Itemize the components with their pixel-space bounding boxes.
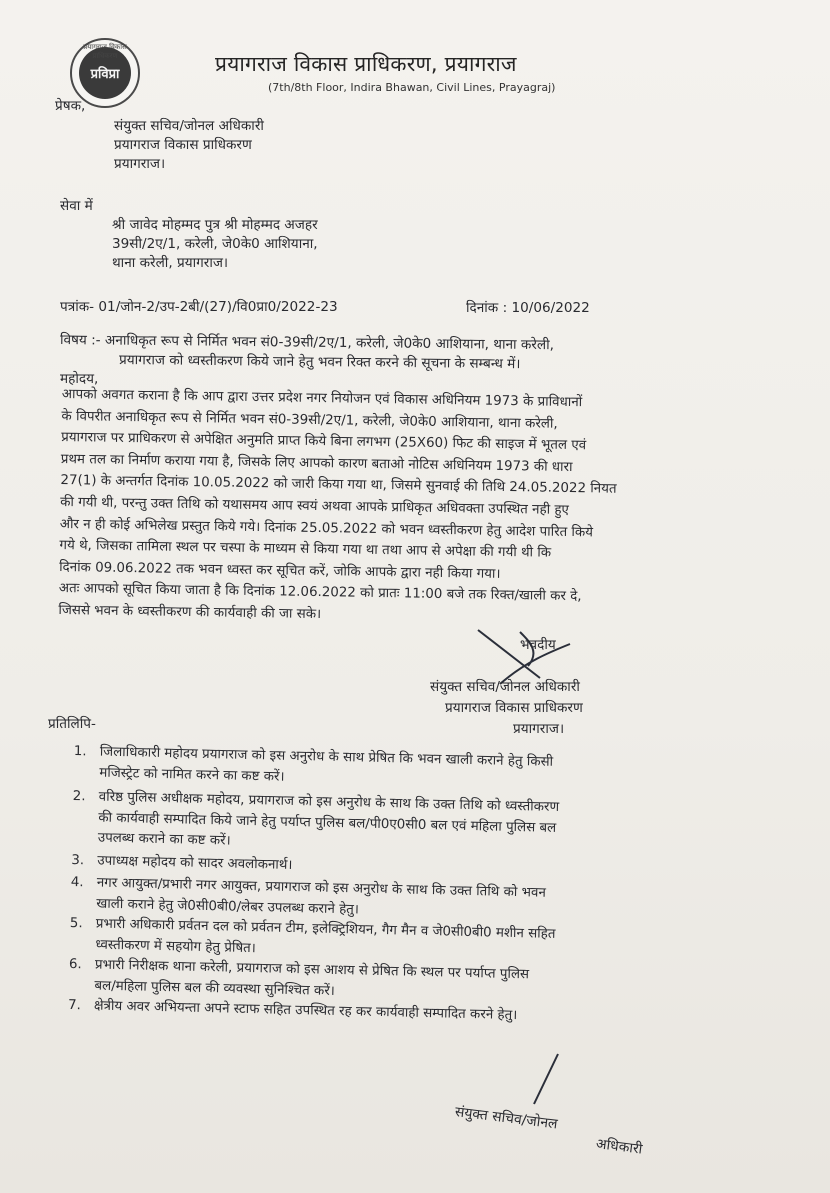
- body-line: की गयी थी, परन्तु उक्त तिथि को यथासमय आप स्वयं अथवा आपके प्राधिकृत अधिवक्ता उपस्थित नही हुए: [60, 494, 570, 518]
- item-line: उपाध्यक्ष महोदय को सादर अवलोकनार्थ।: [97, 853, 293, 873]
- item-number: 3.: [71, 852, 85, 868]
- signatory-line: संयुक्त सचिव/जोनल अधिकारी: [430, 679, 580, 695]
- subject-line: प्रयागराज को ध्वस्तीकरण किये जाने हेतु भवन रिक्त करने की सूचना के सम्बन्ध में।: [118, 352, 521, 373]
- item-number: 2.: [72, 788, 86, 805]
- item-number: 1.: [73, 743, 87, 760]
- closing-text: भवदीय: [520, 637, 556, 653]
- salutation: महोदय,: [60, 371, 99, 387]
- recipient-line: श्री जावेद मोहम्मद पुत्र श्री मोहम्मद अजहर: [112, 217, 318, 233]
- body-line: के विपरीत अनाधिकृत रूप से निर्मित भवन सं0-39सी/2ए/1, करेली, जे0के0 आशियाना, थाना करेली,: [61, 408, 558, 432]
- footer-signature-mark: [520, 1050, 570, 1110]
- item-number: 6.: [68, 956, 82, 973]
- sender-line: प्रयागराज।: [114, 156, 166, 172]
- letter-number: पत्रांक- 01/जोन-2/उप-2बी/(27)/वि0प्रा0/2022-23: [60, 299, 338, 315]
- body-line: 27(1) के अन्तर्गत दिनांक 10.05.2022 को जारी किया गया था, जिसमे सुनवाई की तिथि 24.05.2022 नियत: [60, 473, 617, 498]
- sender-line: प्रयागराज विकास प्राधिकरण: [114, 137, 252, 153]
- signatory-line: प्रयागराज।: [513, 721, 565, 737]
- item-line: नगर आयुक्त/प्रभारी नगर आयुक्त, प्रयागराज को इस अनुरोध के साथ कि उक्त तिथि को भवन: [96, 875, 547, 901]
- body-line: प्रयागराज पर प्राधिकरण से अपेक्षित अनुमति प्राप्त किये बिना लगभग (25X60) फिट की साइज में भूतल एवं: [61, 430, 587, 454]
- item-line: प्रभारी अधिकारी प्रर्वतन दल को प्रर्वतन टीम, इलेक्ट्रिशियन, गैग मैन व जे0सी0बी0 मशीन सहित: [95, 916, 556, 942]
- item-line: बल/महिला पुलिस बल की व्यवस्था सुनिश्चित करें।: [94, 978, 336, 999]
- item-line: क्षेत्रीय अवर अभियन्ता अपने स्टाफ सहित उपस्थित रह कर कार्यवाही सम्पादित करने हेतु।: [93, 998, 518, 1024]
- item-line: की कार्यवाही सम्पादित किये जाने हेतु पर्याप्त पुलिस बल/पी0ए0सी0 बल एवं महिला पुलिस बल: [98, 810, 557, 836]
- signatory-line: प्रयागराज विकास प्राधिकरण: [445, 700, 583, 716]
- letterhead-title: प्रयागराज विकास प्राधिकरण, प्रयागराज: [215, 52, 517, 76]
- item-number: 4.: [70, 874, 84, 891]
- footer-signatory: संयुक्त सचिव/जोनल: [453, 1104, 559, 1133]
- item-line: वरिष्ठ पुलिस अधीक्षक महोदय, प्रयागराज को इस अनुरोध के साथ कि उक्त तिथि को ध्वस्तीकरण: [98, 789, 560, 816]
- body-line: दिनांक 09.06.2022 तक भवन ध्वस्त कर सूचित करें, जोकि आपके द्वारा नही किया गया।: [59, 559, 501, 582]
- body-line: जिससे भवन के ध्वस्तीकरण की कार्यवाही की जा सके।: [58, 602, 322, 623]
- sender-line: संयुक्त सचिव/जोनल अधिकारी: [114, 118, 264, 134]
- item-line: मजिस्ट्रेट को नामित करने का कष्ट करें।: [99, 765, 285, 785]
- subject-line: विषय :- अनाधिकृत रूप से निर्मित भवन सं0-39सी/2ए/1, करेली, जे0के0 आशियाना, थाना करेली,: [59, 332, 555, 354]
- body-line: और न ही कोई अभिलेख प्रस्तुत किये गये। दिनांक 25.05.2022 को भवन ध्वस्तीकरण हेतु आदेश पारित किये: [59, 516, 594, 540]
- body-line: प्रथम तल का निर्माण कराया गया है, जिसके लिए आपको कारण बताओ नोटिस अधिनियम 1973 की धारा: [60, 451, 573, 475]
- copy-to-list: [68, 742, 774, 1032]
- footer-signatory: अधिकारी: [594, 1136, 644, 1158]
- recipient-line: 39सी/2ए/1, करेली, जे0के0 आशियाना,: [112, 236, 318, 252]
- letter-body: [58, 384, 762, 632]
- sender-label: प्रेषक,: [55, 98, 86, 114]
- letterhead-address: (7th/8th Floor, Indira Bhawan, Civil Lines, Prayagraj): [268, 81, 556, 94]
- item-number: 5.: [69, 915, 83, 932]
- copy-to-label: प्रतिलिपि-: [48, 716, 96, 732]
- item-line: उपलब्ध कराने का कष्ट करें।: [97, 830, 231, 849]
- item-number: 7.: [67, 997, 81, 1014]
- item-line: खाली कराने हेतु जे0सी0बी0/लेबर उपलब्ध कराने हेतु।: [96, 896, 360, 918]
- item-line: ध्वस्तीकरण में सहयोग हेतु प्रेषित।: [95, 937, 257, 956]
- body-line: गये थे, जिसका तामिला स्थल पर चस्पा के माध्यम से किया गया था तथा आप से अपेक्षा की गयी थी कि: [59, 538, 552, 561]
- item-line: जिलाधिकारी महोदय प्रयागराज को इस अनुरोध के साथ प्रेषित कि भवन खाली कराने हेतु किसी: [99, 744, 554, 770]
- body-line: अतः आपको सूचित किया जाता है कि दिनांक 12.06.2022 को प्रातः 11:00 बजे तक रिक्त/खाली कर दे,: [58, 581, 582, 605]
- seal-center: प्रविप्रा: [79, 47, 131, 99]
- letter-date: दिनांक : 10/06/2022: [466, 300, 590, 316]
- recipient-line: थाना करेली, प्रयागराज।: [112, 255, 229, 271]
- recipient-label: सेवा में: [60, 198, 93, 214]
- item-line: प्रभारी निरीक्षक थाना करेली, प्रयागराज को इस आशय से प्रेषित कि स्थल पर पर्याप्त पुलिस: [94, 957, 530, 983]
- seal-ring-text: प्रयागराज विकास प्राधिकरण: [83, 43, 127, 60]
- body-line: आपको अवगत कराना है कि आप द्वारा उत्तर प्रदेश नगर नियोजन एवं विकास अधिनियम 1973 के प्राविधानों: [61, 386, 583, 411]
